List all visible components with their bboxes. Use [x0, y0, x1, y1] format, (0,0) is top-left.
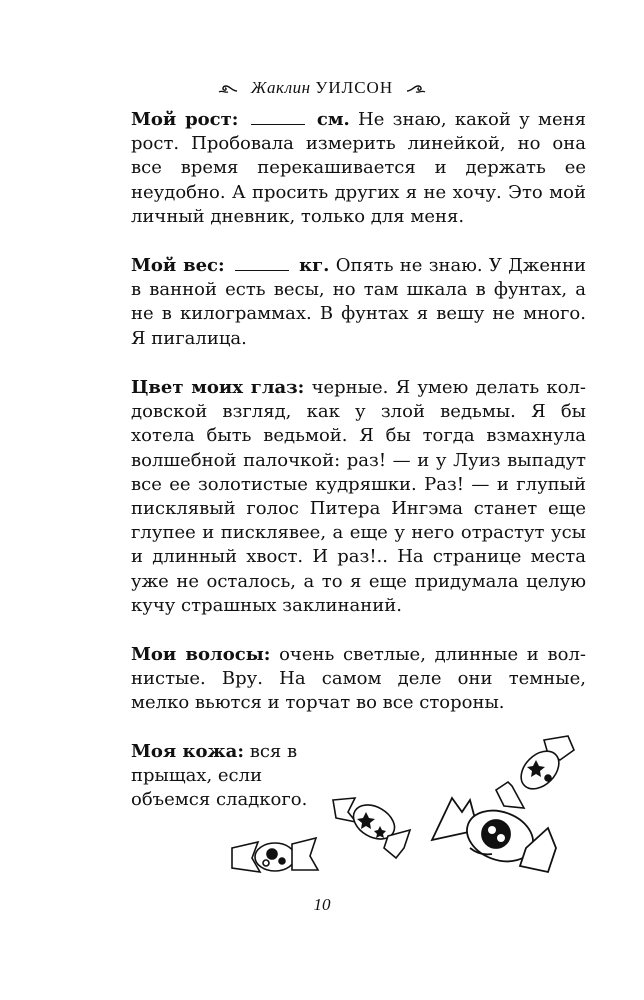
label-hair: Мои волосы: [131, 644, 271, 665]
text-weight: Опять не знаю. У Дженни в ванной есть весы, но там шкала в фунтах, а не в килограммах. В фунтах я вешу не много. Я пигалица. [131, 255, 586, 349]
text-hair: очень светлые, длинные и волнистые. Вру. На самом деле они темные, мелко вьются и торчат во все стороны. [131, 644, 586, 714]
label-skin: Моя кожа: [131, 741, 244, 762]
unit-kg: кг. [299, 255, 330, 276]
label-weight: Мой вес: [131, 255, 225, 276]
text-height: Не знаю, какой у меня рост. Пробовала измерить линейкой, но она все время перекашивается и держать ее неудобно. А просить других я не хочу. Это мой личный дневник, только для меня. [131, 109, 586, 227]
candy-small-left [232, 838, 318, 872]
label-eyes: Цвет моих глаз: [131, 377, 305, 398]
candy-large-right [432, 798, 556, 872]
author-first-name: Жаклин [250, 78, 311, 97]
author-last-name: УИЛСОН [315, 78, 394, 97]
label-height: Мой рост: [131, 109, 239, 130]
unit-cm: см. [316, 109, 350, 130]
text-skin: вся в прыщах, если объемся сладкого. [131, 741, 308, 811]
text-eyes: черные. Я умею делать колдовской взгляд, как у злой ведьмы. Я бы хотела быть ведьмой. Я бы тогда взмахнула волшебной палочкой: раз! — и у Луиз выпадут все ее золотистые кудряшки. Раз! — и глупый писклявый голос Питера Ингэма станет еще глупее и писклявее, а еще у него отрастут усы и длинный хвост. И раз!.. На странице места уже не осталось, а то я еще придумала целую кучу страшных заклинаний. [131, 377, 587, 616]
candy-star-middle [333, 798, 410, 858]
candy-top-right [496, 736, 574, 808]
page-number: 10 [313, 895, 331, 914]
